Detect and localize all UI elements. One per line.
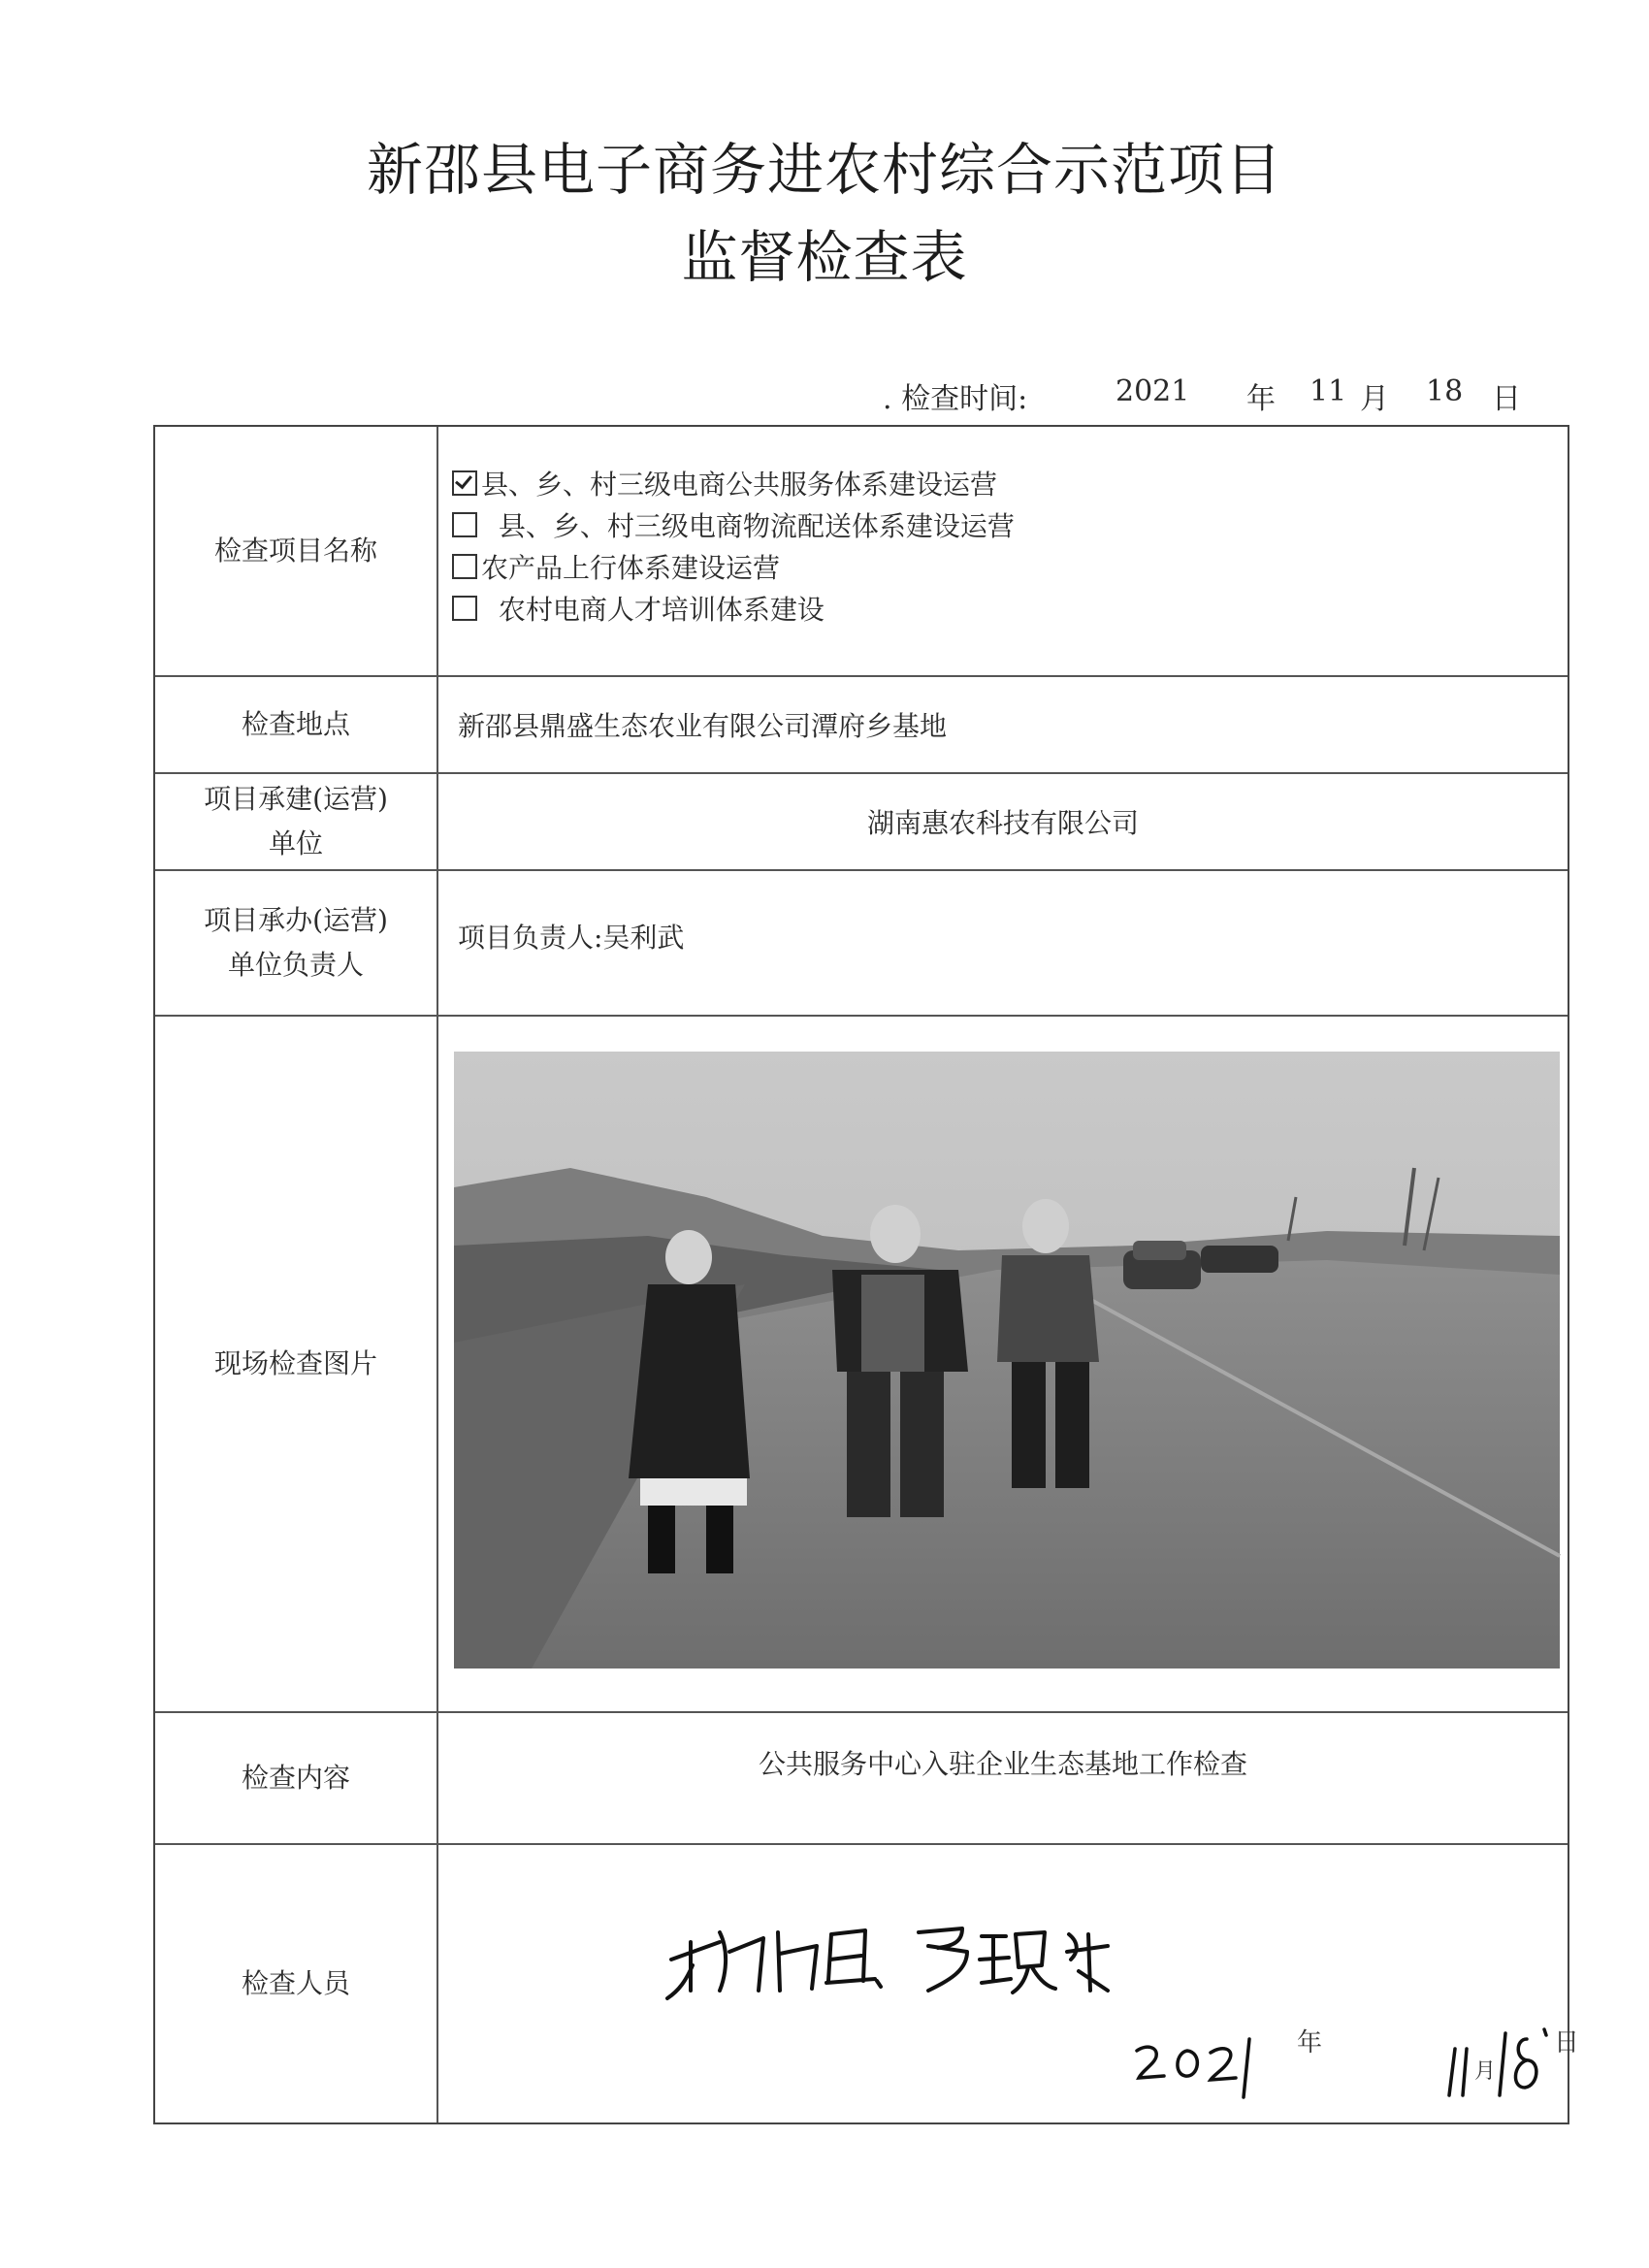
option-public-service[interactable]: 县、乡、村三级电商公共服务体系建设运营 xyxy=(452,464,1015,505)
label-photo: 现场检查图片 xyxy=(155,1017,438,1711)
value-location xyxy=(438,677,1568,772)
value-project-name xyxy=(438,427,1568,675)
value-responsible xyxy=(438,871,1568,1015)
value-photo xyxy=(438,1017,1568,1711)
option-logistics[interactable]: 县、乡、村三级电商物流配送体系建设运营 xyxy=(452,505,1015,547)
inspection-day: 18 xyxy=(1426,374,1464,408)
project-options xyxy=(452,464,1015,631)
label-location: 检查地点 xyxy=(155,677,438,772)
checkbox-icon[interactable] xyxy=(452,596,477,621)
handwritten-signature xyxy=(438,1845,1580,2136)
inspection-year: 2021 xyxy=(1116,374,1190,408)
checkbox-checked-icon[interactable] xyxy=(452,470,477,496)
label-content: 检查内容 xyxy=(155,1713,438,1843)
inspection-time-label: . 检查时间: xyxy=(883,382,1028,416)
inspection-month: 11 xyxy=(1310,374,1347,408)
site-inspection-photo xyxy=(454,1052,1560,1669)
row-photo xyxy=(155,1017,1568,1713)
checkbox-icon[interactable] xyxy=(452,512,477,537)
row-project-name xyxy=(155,427,1568,677)
option-agri-products[interactable]: 农产品上行体系建设运营 xyxy=(452,547,1015,589)
row-location xyxy=(155,677,1568,774)
contractor-text: 湖南惠农科技有限公司 xyxy=(866,807,1139,839)
location-text: 新邵县鼎盛生态农业有限公司潭府乡基地 xyxy=(458,710,948,742)
document-title: 新邵县电子商务进农村综合示范项目 xyxy=(366,137,1282,203)
label-project-name: 检查项目名称 xyxy=(155,427,438,675)
label-contractor: 项目承建(运营) 单位 xyxy=(155,774,438,869)
inspector-year-unit: 年 xyxy=(1297,2028,1323,2057)
row-contractor xyxy=(155,774,1568,871)
row-responsible xyxy=(155,871,1568,1017)
label-responsible: 项目承办(运营) 单位负责人 xyxy=(155,871,438,1015)
document-subtitle: 监督检查表 xyxy=(681,224,968,290)
value-inspectors xyxy=(438,1845,1580,2122)
responsible-text: 项目负责人:吴利武 xyxy=(458,921,685,954)
content-text: 公共服务中心入驻企业生态基地工作检查 xyxy=(758,1747,1247,1780)
row-inspectors xyxy=(155,1845,1580,2122)
label-inspectors: 检查人员 xyxy=(155,1845,438,2122)
value-content xyxy=(438,1713,1568,1843)
svg-text:月: 月 xyxy=(1474,2058,1497,2083)
option-training[interactable]: 农村电商人才培训体系建设 xyxy=(452,589,1015,631)
inspection-month-unit: 月 xyxy=(1360,382,1389,416)
value-contractor xyxy=(438,774,1568,869)
inspection-form xyxy=(153,425,1580,2124)
row-content xyxy=(155,1713,1568,1845)
inspection-day-unit: 日 xyxy=(1492,382,1521,416)
car-2 xyxy=(1201,1246,1278,1273)
inspection-year-unit: 年 xyxy=(1246,382,1276,416)
checkbox-icon[interactable] xyxy=(452,554,477,579)
inspector-day-unit: 日 xyxy=(1554,2028,1580,2057)
